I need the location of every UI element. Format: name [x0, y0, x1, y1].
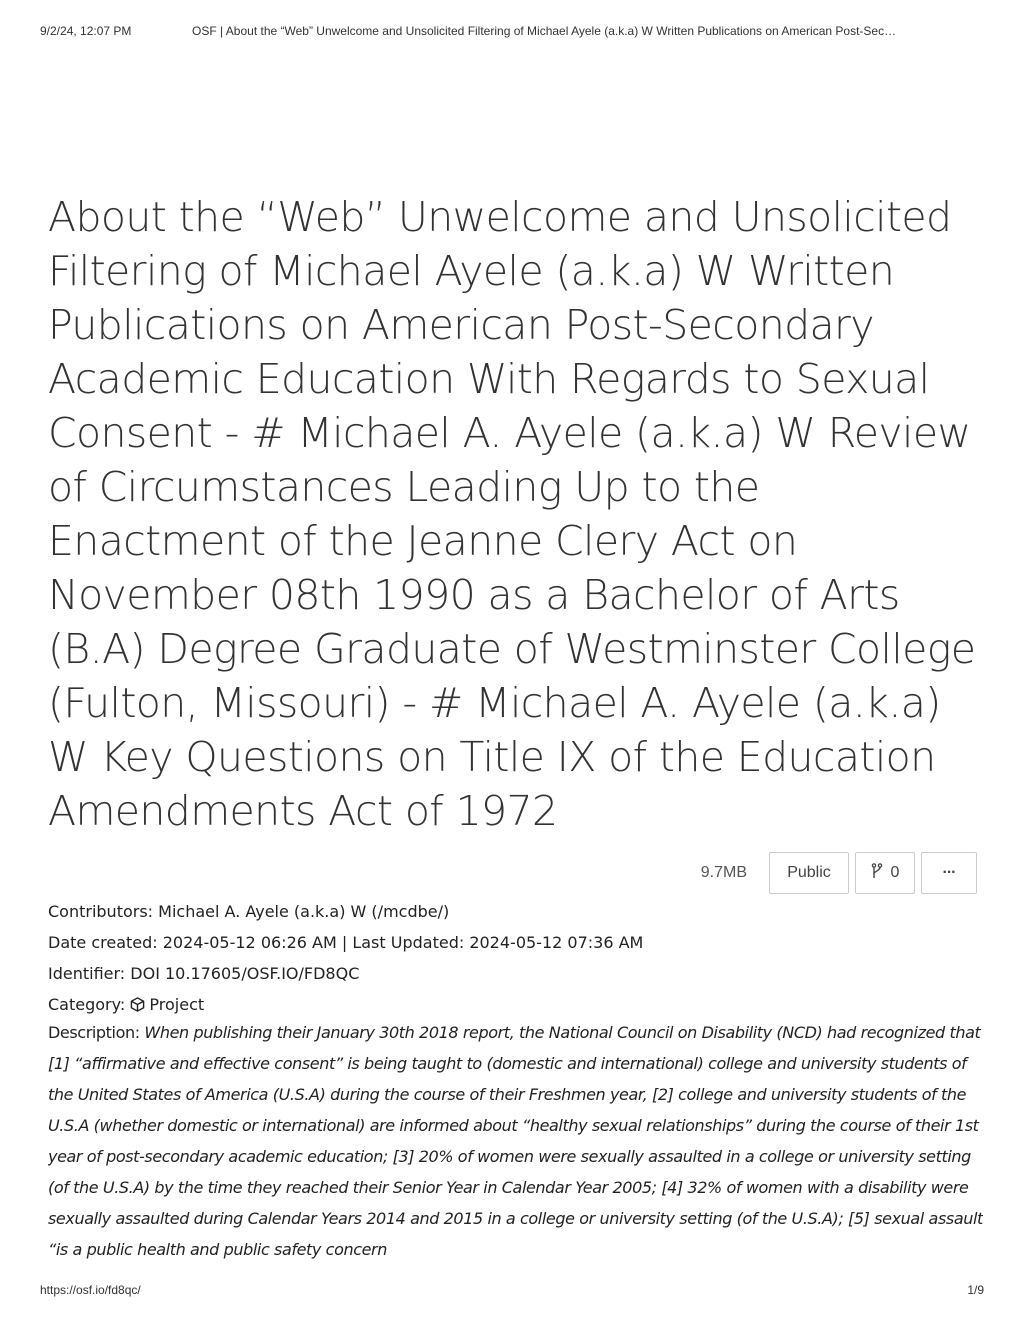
fork-icon — [871, 863, 883, 884]
print-url: https://osf.io/fd8qc/ — [40, 1283, 141, 1297]
print-footer — [40, 1283, 984, 1299]
project-meta — [48, 896, 978, 1022]
dates-row: Date created: 2024-05-12 06:26 AM | Last Updated: 2024-05-12 07:36 AM — [48, 933, 644, 952]
print-header — [40, 24, 984, 44]
print-page-title: OSF | About the “Web” Unwelcome and Unsolicited Filtering of Michael Ayele (a.k.a) W Written Publications on American Post-Sec… — [192, 24, 897, 38]
category-value: Project — [149, 995, 205, 1014]
description-text: When publishing their January 30th 2018 report, the National Council on Disability (NCD) had recognized that [1] “affirmative and effective consent” is being taught to (domestic and international) college and university students of the United States of America (U.S.A) during the course of their Freshmen year, [2] college and university students of the U.S.A (whether domestic or international) are informed about “healthy sexual relationships” during the course of their 1st year of post-secondary academic education; [3] 20% of women were sexually assaulted in a college or university setting (of the U.S.A) by the time they reached their Senior Year in Calendar Year 2005; [4] 32% of women with a disability were sexually assaulted during Calendar Years 2014 and 2015 in a college or university setting (of the U.S.A); [5] sexual assault “is a public health and public safety concern — [48, 1023, 983, 1259]
more-options-button[interactable] — [921, 852, 977, 894]
visibility-label: Public — [787, 864, 831, 881]
contributors-label: Contributors: — [48, 902, 159, 921]
project-title: About the “Web” Unwelcome and Unsolicited Filtering of Michael Ayele (a.k.a) W Written Publications on American Post-Secondary Academic Education With Regards to Sexual Consent - # Michael A. Ayele (a.k.a) W Review of Circumstances Leading Up to the Enactment of the Jeanne Clery Act on November 08th 1990 as a Bachelor of Arts (B.A) Degree Graduate of Westminster College (Fulton, Missouri) - # Michael A. Ayele (a.k.a) W Key Questions on Title IX of the Education Amendments Act of 1972 — [48, 193, 976, 835]
contributor-link[interactable]: Michael A. Ayele (a.k.a) W (/mcdbe/) — [158, 902, 450, 921]
fork-button[interactable] — [855, 852, 915, 894]
description-block — [48, 1017, 983, 1263]
visibility-button[interactable] — [769, 852, 849, 894]
print-date: 9/2/24, 12:07 PM — [40, 24, 132, 38]
fork-count: 0 — [890, 864, 900, 881]
identifier-row: Identifier: DOI 10.17605/OSF.IO/FD8QC — [48, 964, 360, 983]
ellipsis-icon: ··· — [942, 864, 956, 881]
project-actions — [701, 852, 977, 894]
category-label: Category: — [48, 995, 131, 1014]
print-page-number: 1/9 — [967, 1283, 984, 1297]
contributors-row — [48, 896, 978, 927]
project-size: 9.7MB — [700, 864, 747, 881]
description-label: Description: — [48, 1023, 145, 1042]
